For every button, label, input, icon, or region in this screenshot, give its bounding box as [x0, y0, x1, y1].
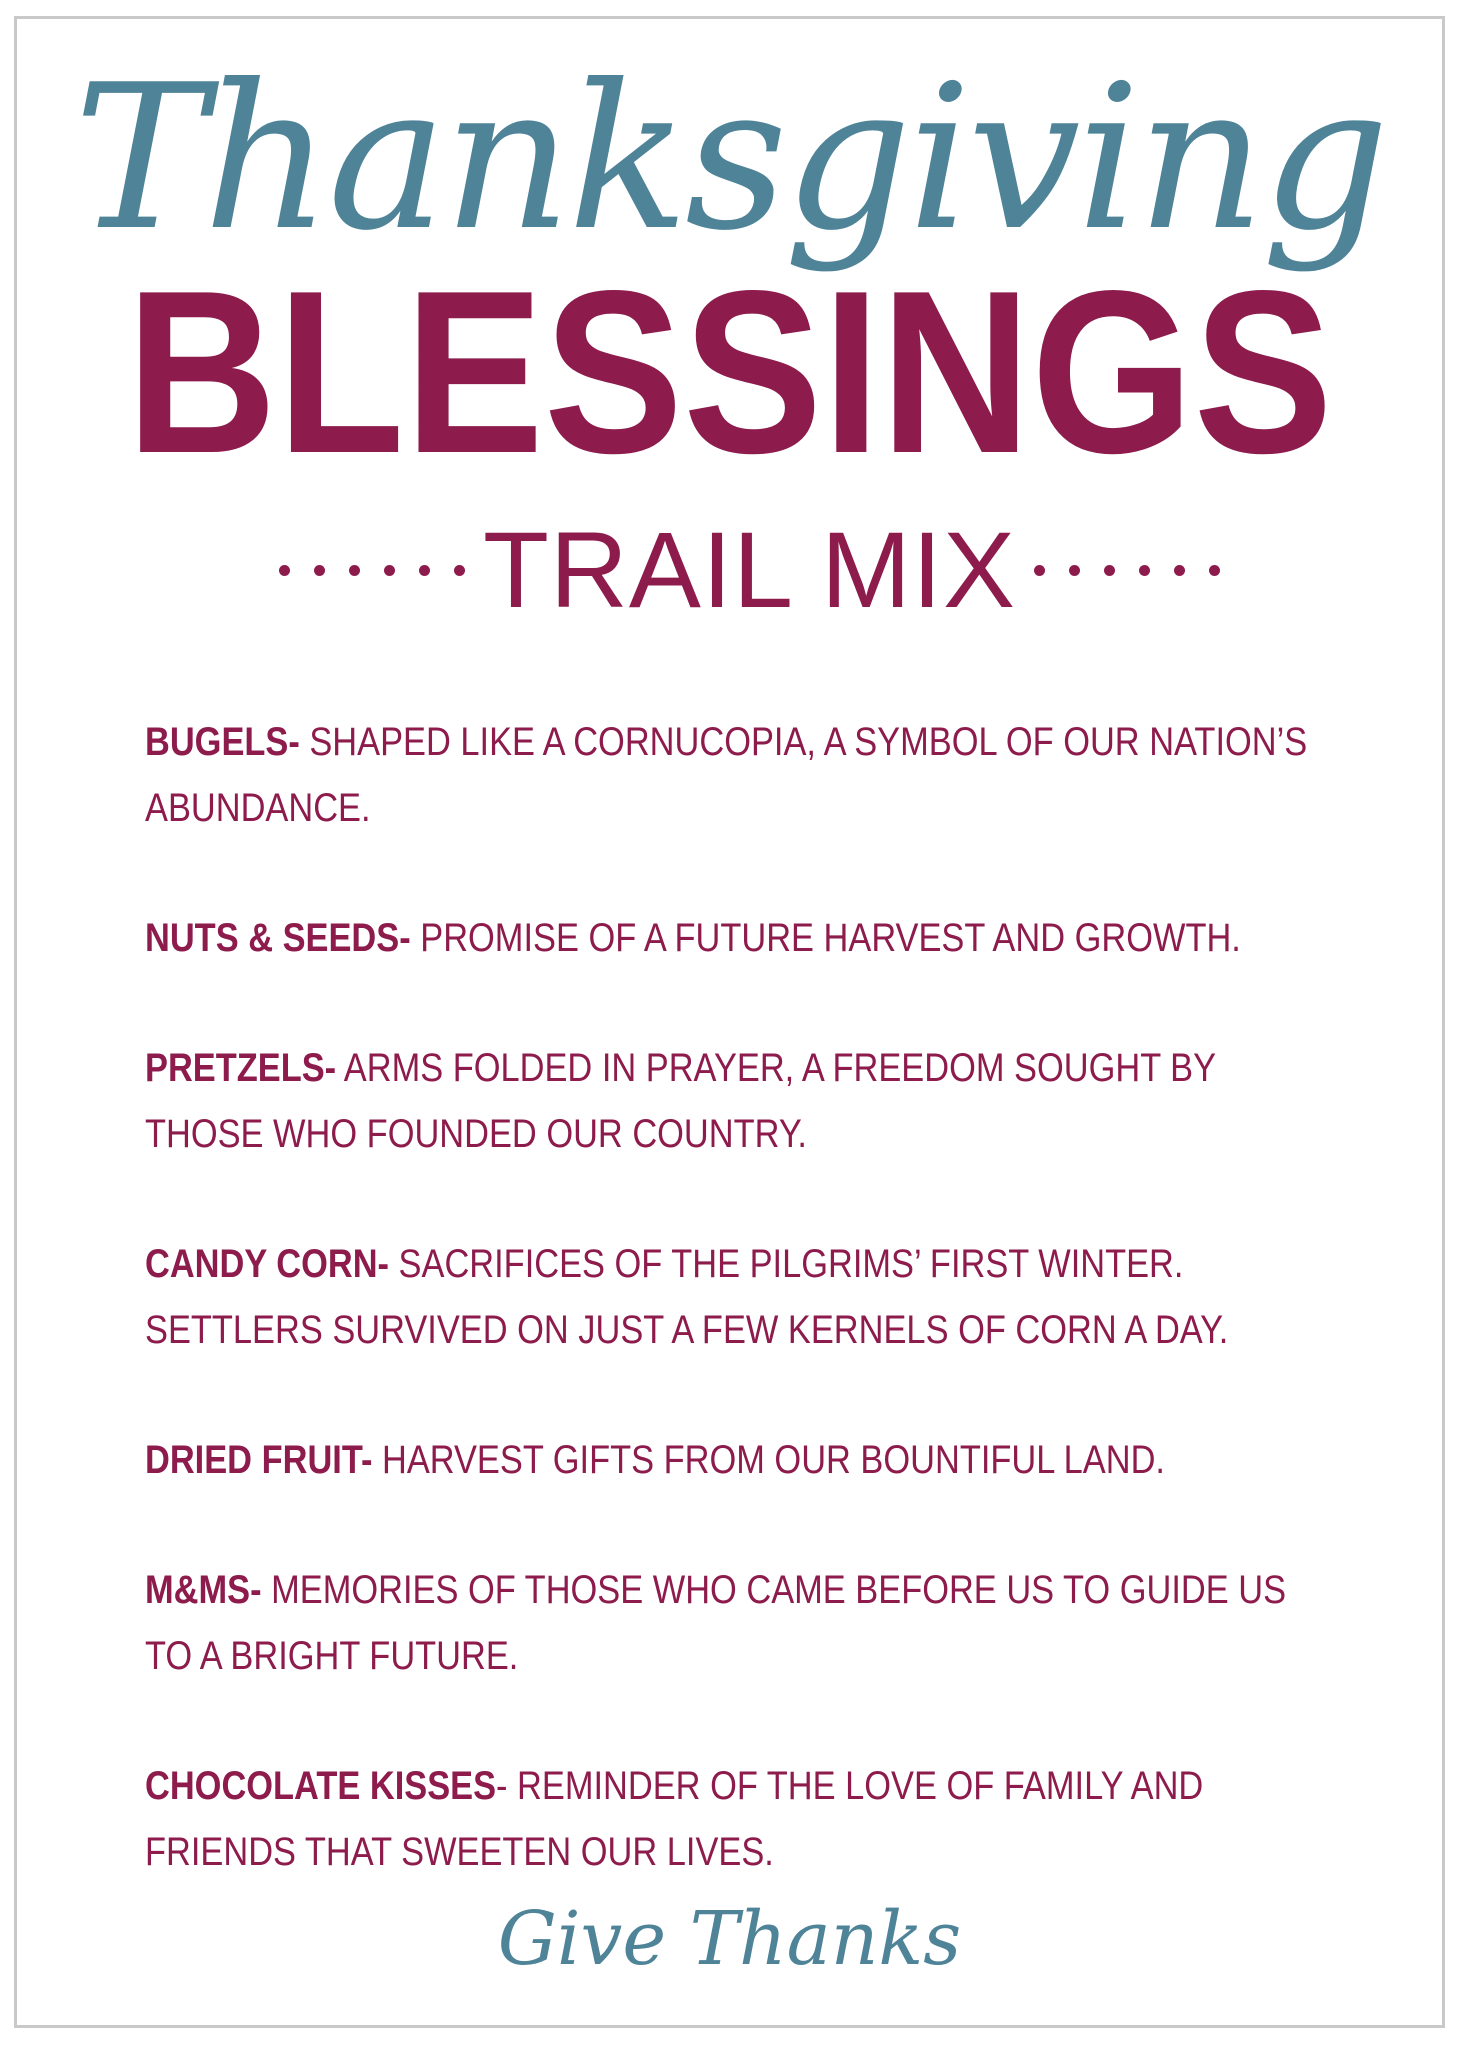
ingredient-dried-fruit	[145, 1427, 1332, 1493]
dot-icon	[279, 565, 290, 576]
title-script: Thanksgiving	[73, 42, 1386, 275]
footer-give-thanks: Give Thanks	[497, 1896, 962, 1982]
left-dots-divider	[279, 565, 465, 576]
ingredient-description: SHAPED LIKE A CORNUCOPIA, A SYMBOL OF OUR NATION’S ABUNDANCE.	[145, 720, 1308, 830]
ingredient-description: SACRIFICES OF THE PILGRIMS’ FIRST WINTER. SETTLERS SURVIVED ON JUST A FEW KERNELS OF CORN A DAY.	[145, 1242, 1229, 1352]
ingredient-bugels	[145, 709, 1332, 841]
dot-icon	[419, 565, 430, 576]
dot-icon	[1104, 565, 1115, 576]
dot-icon	[349, 565, 360, 576]
dot-icon	[1139, 565, 1150, 576]
dot-icon	[314, 565, 325, 576]
ingredient-nuts-seeds	[145, 905, 1332, 971]
subtitle-row	[177, 509, 1322, 630]
ingredient-description: HARVEST GIFTS FROM OUR BOUNTIFUL LAND.	[372, 1438, 1165, 1482]
ingredient-candy-corn	[145, 1231, 1332, 1363]
dot-icon	[384, 565, 395, 576]
ingredient-description: MEMORIES OF THOSE WHO CAME BEFORE US TO GUIDE US TO A BRIGHT FUTURE.	[145, 1568, 1287, 1678]
ingredient-name: NUTS & SEEDS-	[145, 916, 411, 960]
dot-icon	[1209, 565, 1220, 576]
title-bold: BLESSINGS	[126, 243, 1333, 502]
ingredient-description: PROMISE OF A FUTURE HARVEST AND GROWTH.	[410, 916, 1241, 960]
ingredient-name: BUGELS-	[145, 720, 300, 764]
dot-icon	[454, 565, 465, 576]
ingredient-mms	[145, 1557, 1332, 1689]
dot-icon	[1034, 565, 1045, 576]
ingredient-description: - REMINDER OF THE LOVE OF FAMILY AND FRIENDS THAT SWEETEN OUR LIVES.	[145, 1764, 1204, 1874]
ingredient-name: DRIED FRUIT-	[145, 1438, 373, 1482]
subtitle: TRAIL MIX	[482, 509, 1017, 630]
dot-icon	[1069, 565, 1080, 576]
ingredient-name: CANDY CORN-	[145, 1242, 389, 1286]
ingredient-chocolate-kisses	[145, 1753, 1332, 1885]
ingredient-description: ARMS FOLDED IN PRAYER, A FREEDOM SOUGHT BY THOSE WHO FOUNDED OUR COUNTRY.	[145, 1046, 1216, 1156]
ingredient-list	[145, 709, 1345, 1949]
ingredient-pretzels	[145, 1035, 1332, 1167]
ingredient-name: PRETZELS-	[145, 1046, 337, 1090]
dot-icon	[1174, 565, 1185, 576]
ingredient-name: CHOCOLATE KISSES	[145, 1764, 497, 1808]
right-dots-divider	[1034, 565, 1220, 576]
ingredient-name: M&MS-	[145, 1568, 262, 1612]
trail-mix-card	[14, 16, 1445, 2028]
